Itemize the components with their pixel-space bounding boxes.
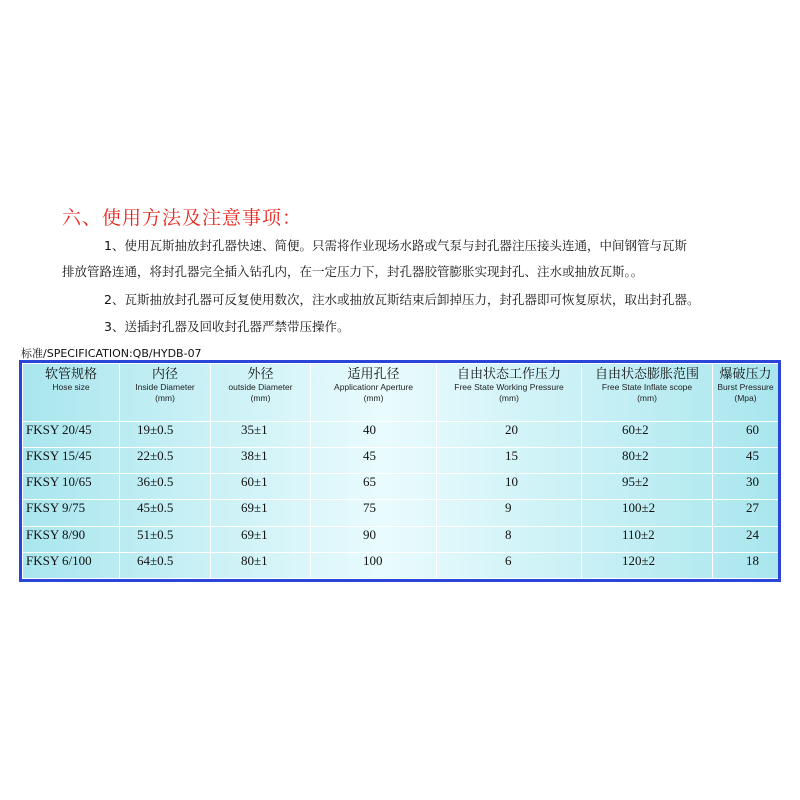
header-en: Free State Working Pressure <box>454 382 564 393</box>
header-unit: (mm) <box>250 392 271 403</box>
cell-inside-diameter: 45±0.5 <box>120 500 211 526</box>
cell-inside-diameter: 64±0.5 <box>120 552 211 578</box>
cell-inflate-scope: 110±2 <box>582 526 713 552</box>
header-cn: 软管规格 <box>44 367 97 382</box>
spec-table-frame <box>19 360 781 582</box>
header-aperture <box>311 364 437 422</box>
cell-working-pressure: 8 <box>437 526 582 552</box>
cell-hose-size: FKSY 15/45 <box>23 448 120 474</box>
cell-working-pressure: 20 <box>437 422 582 448</box>
header-outside-diameter <box>211 364 311 422</box>
usage-paragraph-1-line-1: 1、使用瓦斯抽放封孔器快速、简便。只需将作业现场水路或气泵与封孔器注压接头连通，中间钢管与瓦斯 <box>104 238 687 253</box>
cell-inflate-scope: 120±2 <box>582 552 713 578</box>
header-burst-pressure <box>713 364 779 422</box>
cell-burst-pressure: 27 <box>713 500 779 526</box>
cell-outside-diameter: 38±1 <box>211 448 311 474</box>
cell-inflate-scope: 80±2 <box>582 448 713 474</box>
header-cn: 适用孔径 <box>347 367 400 382</box>
cell-burst-pressure: 24 <box>713 526 779 552</box>
cell-outside-diameter: 69±1 <box>211 500 311 526</box>
cell-inside-diameter: 36±0.5 <box>120 474 211 500</box>
cell-aperture: 75 <box>311 500 437 526</box>
cell-inside-diameter: 51±0.5 <box>120 526 211 552</box>
header-working-pressure <box>437 364 582 422</box>
specification-label: 标准/SPECIFICATION:QB/HYDB-07 <box>21 347 202 360</box>
table-row <box>23 552 779 578</box>
cell-working-pressure: 10 <box>437 474 582 500</box>
cell-hose-size: FKSY 6/100 <box>23 552 120 578</box>
cell-aperture: 100 <box>311 552 437 578</box>
cell-working-pressure: 15 <box>437 448 582 474</box>
cell-outside-diameter: 69±1 <box>211 526 311 552</box>
cell-outside-diameter: 80±1 <box>211 552 311 578</box>
header-inside-diameter <box>120 364 211 422</box>
header-unit: (mm) <box>499 392 519 403</box>
table-row <box>23 474 779 500</box>
usage-paragraph-3: 3、送插封孔器及回收封孔器严禁带压操作。 <box>104 319 350 334</box>
header-en: Free State Inflate scope <box>601 382 693 393</box>
cell-working-pressure: 6 <box>437 552 582 578</box>
header-hose-size <box>23 364 120 422</box>
usage-paragraph-2: 2、瓦斯抽放封孔器可反复使用数次，注水或抽放瓦斯结束后卸掉压力，封孔器即可恢复原状，取出封孔器。 <box>104 292 700 307</box>
spec-table <box>22 363 779 579</box>
cell-aperture: 40 <box>311 422 437 448</box>
header-cn: 内径 <box>151 367 178 382</box>
cell-inside-diameter: 19±0.5 <box>120 422 211 448</box>
header-en: Inside Diameter <box>135 382 195 393</box>
header-cn: 爆破压力 <box>719 367 772 382</box>
header-en: outside Diameter <box>228 382 293 393</box>
header-unit: (mm) <box>637 392 657 403</box>
header-cn: 外径 <box>247 367 274 382</box>
table-row <box>23 422 779 448</box>
cell-burst-pressure: 45 <box>713 448 779 474</box>
cell-outside-diameter: 60±1 <box>211 474 311 500</box>
usage-paragraph-1-line-2: 排放管路连通，将封孔器完全插入钻孔内，在一定压力下，封孔器胶管膨胀实现封孔、注水或抽放瓦斯。。 <box>62 264 644 279</box>
table-row <box>23 500 779 526</box>
cell-aperture: 45 <box>311 448 437 474</box>
cell-hose-size: FKSY 20/45 <box>23 422 120 448</box>
header-cn: 自由状态膨胀范围 <box>594 367 699 382</box>
cell-working-pressure: 9 <box>437 500 582 526</box>
cell-inflate-scope: 60±2 <box>582 422 713 448</box>
cell-aperture: 90 <box>311 526 437 552</box>
cell-burst-pressure: 60 <box>713 422 779 448</box>
cell-aperture: 65 <box>311 474 437 500</box>
cell-hose-size: FKSY 10/65 <box>23 474 120 500</box>
cell-hose-size: FKSY 8/90 <box>23 526 120 552</box>
header-en: Applicationr Aperture <box>334 382 413 393</box>
header-unit: (Mpa) <box>734 392 757 403</box>
section-title: 六、使用方法及注意事项： <box>62 207 303 229</box>
cell-inflate-scope: 95±2 <box>582 474 713 500</box>
table-row <box>23 526 779 552</box>
cell-burst-pressure: 30 <box>713 474 779 500</box>
cell-burst-pressure: 18 <box>713 552 779 578</box>
header-en: Burst Pressure <box>717 382 774 393</box>
header-unit: (mm) <box>155 392 175 403</box>
cell-hose-size: FKSY 9/75 <box>23 500 120 526</box>
cell-inside-diameter: 22±0.5 <box>120 448 211 474</box>
header-en: Hose size <box>52 382 90 393</box>
table-row <box>23 448 779 474</box>
header-inflate-scope <box>582 364 713 422</box>
cell-outside-diameter: 35±1 <box>211 422 311 448</box>
cell-inflate-scope: 100±2 <box>582 500 713 526</box>
table-header-row <box>23 364 779 422</box>
header-cn: 自由状态工作压力 <box>456 367 561 382</box>
header-unit: (mm) <box>363 392 384 403</box>
